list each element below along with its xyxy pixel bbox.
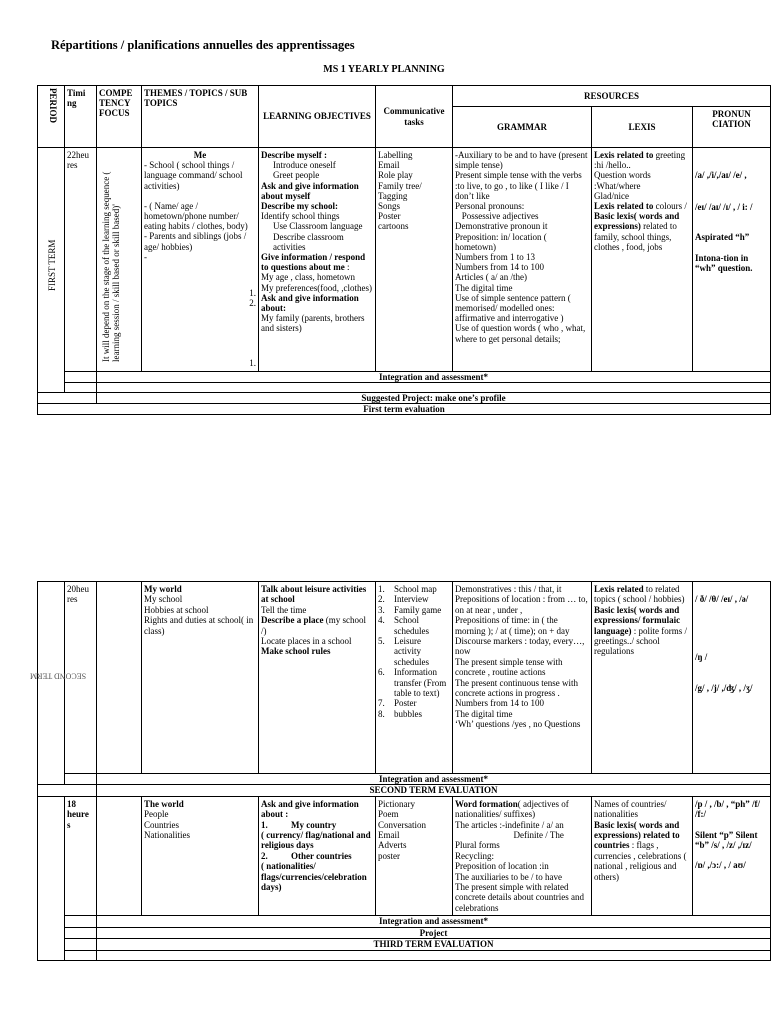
term3-grammar: Word formation( adjectives of nationalities/ suffixes) The articles :-indefinite / a/ an Definite / The Plural forms Recycling: Preposition of location :in The auxiliaries to be / to have The present simple with related concrete details about countries and celebrations — [453, 796, 592, 915]
pronunciation-header: PRONUN CIATION — [693, 107, 771, 148]
term2-timing: 20heu res — [65, 582, 97, 774]
term3-themes: The world People Countries Nationalities — [142, 796, 259, 915]
term3-integration: Integration and assessment* — [97, 916, 771, 927]
tasks-header: Communicative tasks — [376, 86, 453, 148]
themes-header: THEMES / TOPICS / SUB TOPICS — [142, 86, 259, 148]
term1-objectives: Describe myself : Introduce oneself Greet people Ask and give information about myself Describe my school: Identify school things Use Classroom language Describe classroom activities Give information / respond to questions about me : My age , class, hometown My preferences(food, ,clothes) Ask and give information about: My family (parents, brothers and sisters) — [259, 148, 376, 372]
term3-pronunciation: /p / , /b/ , “ph” /f/ /f:/ Silent “p” Silent “b” /s/ , /z/ ,/ɪz/ /ɒ/ ,/ɔ:/ , / aʊ/ — [693, 796, 771, 915]
term2-pronunciation: / ð/ /θ/ /eɪ/ , /ə/ /ŋ / /g/ , /j/ ,/ʤ/ , /ʒ/ — [693, 582, 771, 774]
term2-objectives: Talk about leisure activities at school Tell the time Describe a place (my school /) Locate places in a school Make school rules — [259, 582, 376, 774]
term3-objectives: Ask and give information about : 1. My country ( currency/ flag/national and religious days 2. Other countries ( nationalities/ flags/currencies/celebration days) — [259, 796, 376, 915]
term1-tasks: Labelling Email Role play Family tree/ Tagging Songs Poster cartoons — [376, 148, 453, 372]
term2-lexis: Lexis related to related topics ( school / hobbies) Basic lexis( words and expressions/ formulaic language) : polite forms / greetings../ school regulations — [592, 582, 693, 774]
term1-timing: 22heu res — [65, 148, 97, 372]
first-term-table — [37, 85, 771, 415]
term2-integration: Integration and assessment* — [97, 774, 771, 785]
objectives-header: LEARNING OBJECTIVES — [259, 86, 376, 148]
resources-header: RESOURCES — [453, 86, 771, 107]
second-third-term-table — [30, 581, 771, 961]
competency-header: COMPE TENCY FOCUS — [97, 86, 142, 148]
grammar-header: GRAMMAR — [453, 107, 592, 148]
timing-header: Timi ng — [65, 86, 97, 148]
page-title: Répartitions / planifications annuelles des apprentissages — [51, 38, 355, 52]
term1-project: Suggested Project: make one’s profile — [97, 392, 771, 403]
planning-title: MS 1 YEARLY PLANNING — [323, 64, 445, 75]
lexis-header: LEXIS — [592, 107, 693, 148]
term2-grammar: Demonstratives : this / that, it Prepositions of location : from … to, on at near , under , Prepositions of time: in ( the morning ); / at ( time); on + day Discourse markers : today, every…, now The present simple tense with concrete , routine actions The present continuous tense with concrete actions in progress . Numbers from 14 to 100 The digital time ‘Wh’ questions /yes , no Questions — [453, 582, 592, 774]
term2-period: SECOND TERM — [38, 582, 65, 785]
term2-themes: My world My school Hobbies at school Rights and duties at school( in class) — [142, 582, 259, 774]
term3-timing: 18 heure s — [65, 796, 97, 915]
term3-project: Project — [97, 927, 771, 938]
term2-tasks: 1. School map 2. Interview 3. Family game 4. School schedules 5. Leisure activity schedules 6. Information transfer (From table to text) 7. Poster 8. bubbles — [376, 582, 453, 774]
term1-grammar: -Auxiliary to be and to have (present simple tense) Present simple tense with the verbs :to live, to go , to like ( I like / I don’t like Personal pronouns: Possessive adjectives Demonstrative pronoun it Preposition: in/ location ( hometown) Numbers from 1 to 13 Numbers from 14 to 100 Articles ( a/ an /the) The digital time Use of simple sentence pattern ( memorised/ modelled ones: affirmative and interrogative ) Use of question words ( who , what, where to get personal details; — [453, 148, 592, 372]
term1-integration: Integration and assessment* — [97, 371, 771, 382]
term1-competency: It will depend on the stage of the learning sequence ( learning session / skill based or skill based)' — [97, 148, 142, 372]
term2-evaluation: SECOND TERM EVALUATION — [97, 785, 771, 796]
period-header: PERIOD — [38, 86, 65, 148]
term1-period: FIRST TERM — [38, 148, 65, 393]
term1-evaluation: First term evaluation — [38, 404, 771, 415]
term3-tasks: Pictionary Poem Conversation Email Adverts poster — [376, 796, 453, 915]
term1-lexis: Lexis related to greeting :hi /hello.. Question words :What/where Glad/nice Lexis related to colours / Basic lexis( words and expressions) related to family, school things, clothes , food, jobs — [592, 148, 693, 372]
term3-evaluation: THIRD TERM EVALUATION — [97, 939, 771, 950]
term3-lexis: Names of countries/ nationalities Basic lexis( words and expressions) related to countries : flags , currencies , celebrations ( national , religious and others) — [592, 796, 693, 915]
term1-pronunciation: /a/ ,/i/,/aɪ/ /e/ , /eɪ/ /aɪ/ /ɪ/ , / i: / Aspirated “h” Intona-tion in “wh” question. — [693, 148, 771, 372]
term1-themes: Me - School ( school things / language command/ school activities) - ( Name/ age / hometown/phone number/ eating habits / clothes, body) - Parents and siblings (jobs / age/ hobbies) - 1. 2. 1. — [142, 148, 259, 372]
